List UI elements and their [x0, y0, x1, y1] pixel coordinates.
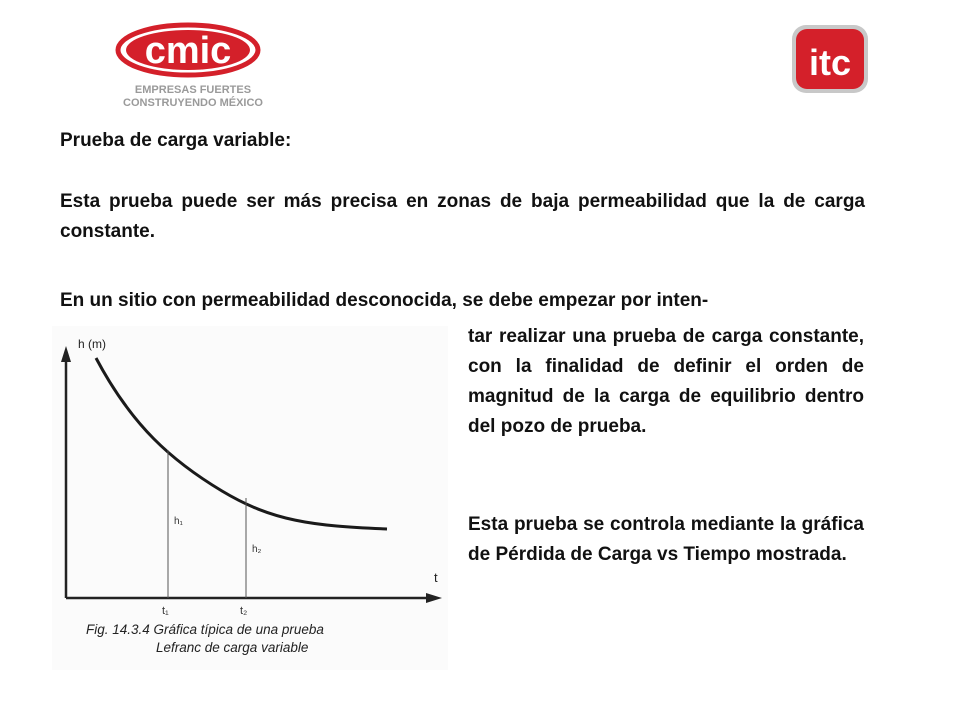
- falling-head-figure: [52, 326, 448, 670]
- cmic-tagline-line1: EMPRESAS FUERTES: [134, 84, 252, 96]
- paragraph-2-first-line: En un sitio con permeabilidad desconocida, se debe empezar por inten-: [60, 290, 709, 311]
- cmic-logo: [104, 22, 282, 114]
- figure-caption-line2: Lefranc de carga variable: [156, 640, 309, 655]
- slide-heading: Prueba de carga variable:: [60, 130, 292, 151]
- x-axis-label: t: [434, 570, 438, 585]
- itc-logo-graphic: [790, 23, 870, 95]
- h1-label: h₁: [174, 516, 183, 527]
- y-axis-label: h (m): [78, 337, 106, 351]
- paragraph-1: Esta prueba puede ser más precisa en zonas de baja permeabilidad que la de carga constante.: [60, 191, 865, 242]
- itc-logo: [790, 23, 870, 95]
- cmic-tagline-line2: CONSTRUYENDO MÉXICO: [123, 97, 263, 109]
- itc-logo-wordmark: itc: [808, 42, 852, 83]
- figure-caption-line1: Fig. 14.3.4 Gráfica típica de una prueba: [86, 622, 324, 637]
- t1-label: t₁: [162, 605, 169, 617]
- figure-background: [52, 326, 448, 670]
- paragraph-3: Esta prueba se controla mediante la gráfica de Pérdida de Carga vs Tiempo mostrada.: [468, 514, 864, 565]
- h2-label: h₂: [252, 544, 262, 555]
- falling-head-graph: [52, 326, 448, 670]
- cmic-logo-graphic: [104, 22, 282, 114]
- cmic-logo-wordmark: cmic: [144, 30, 232, 72]
- paragraph-2-continuation: tar realizar una prueba de carga constante, con la finalidad de definir el orden de magnitud de la carga de equilibrio dentro del pozo de prueba.: [468, 326, 864, 437]
- t2-label: t₂: [240, 605, 248, 617]
